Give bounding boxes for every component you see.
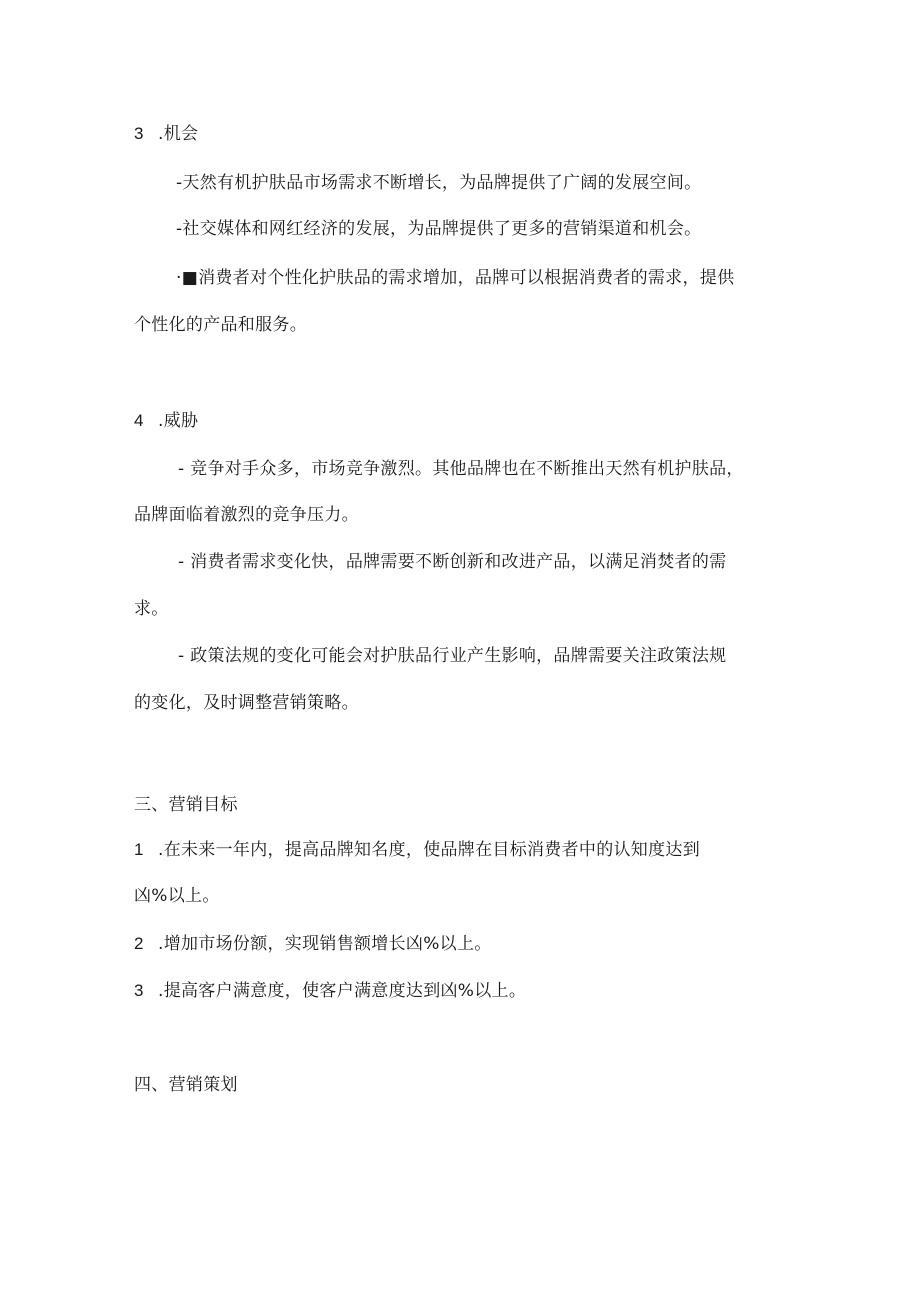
threat-item-2-cont: 求。 <box>134 599 169 619</box>
threat-item-3: - 政策法规的变化可能会对护肤品行业产生影响，品牌需要关注政策法规 <box>178 646 727 666</box>
goal-2 <box>134 932 492 956</box>
threat-heading-number: 4 <box>134 411 144 430</box>
opportunity-item-2: -社交媒体和网红经济的发展，为品牌提供了更多的营销渠道和机会。 <box>176 219 702 239</box>
goals-heading: 三、营销目标 <box>134 795 238 815</box>
opportunity-heading <box>134 122 198 146</box>
threat-item-1-cont: 品牌面临着激烈的竞争压力。 <box>134 505 359 525</box>
opportunity-item-3-cont: 个性化的产品和服务。 <box>134 315 307 335</box>
opportunity-item-1: -天然有机护肤品市场需求不断增长，为品牌提供了广阔的发展空间。 <box>176 173 702 193</box>
goal-2-number: 2 <box>134 934 144 953</box>
goal-3-text: .提高客户满意度，使客户满意度达到凶%以上。 <box>158 981 527 1001</box>
opportunity-heading-number: 3 <box>134 124 144 143</box>
goal-1-text: .在未来一年内，提高品牌知名度，使品牌在目标消费者中的认知度达到 <box>158 840 701 860</box>
threat-item-2: - 消费者需求变化快，品牌需要不断创新和改进产品，以满足消焚者的需 <box>178 552 727 572</box>
planning-heading: 四、营销策划 <box>134 1075 238 1095</box>
threat-item-1: - 竞争对手众多，市场竞争激烈。其他品牌也在不断推出天然有机护肤品， <box>178 459 744 479</box>
opportunity-item-3: ·■消费者对个性化护肤品的需求增加，品牌可以根据消费者的需求，提供 <box>176 268 735 288</box>
goal-1-cont: 凶%以上。 <box>134 886 220 906</box>
goal-1 <box>134 838 700 862</box>
threat-item-3-cont: 的变化，及时调整营销策略。 <box>134 693 359 713</box>
goal-1-number: 1 <box>134 840 144 859</box>
goal-3-number: 3 <box>134 981 144 1000</box>
goal-2-text: .增加市场份额，实现销售额增长凶%以上。 <box>158 934 492 954</box>
goal-3 <box>134 979 526 1003</box>
opportunity-heading-text: .机会 <box>158 124 199 144</box>
threat-heading <box>134 409 198 433</box>
threat-heading-text: .威胁 <box>158 411 199 431</box>
